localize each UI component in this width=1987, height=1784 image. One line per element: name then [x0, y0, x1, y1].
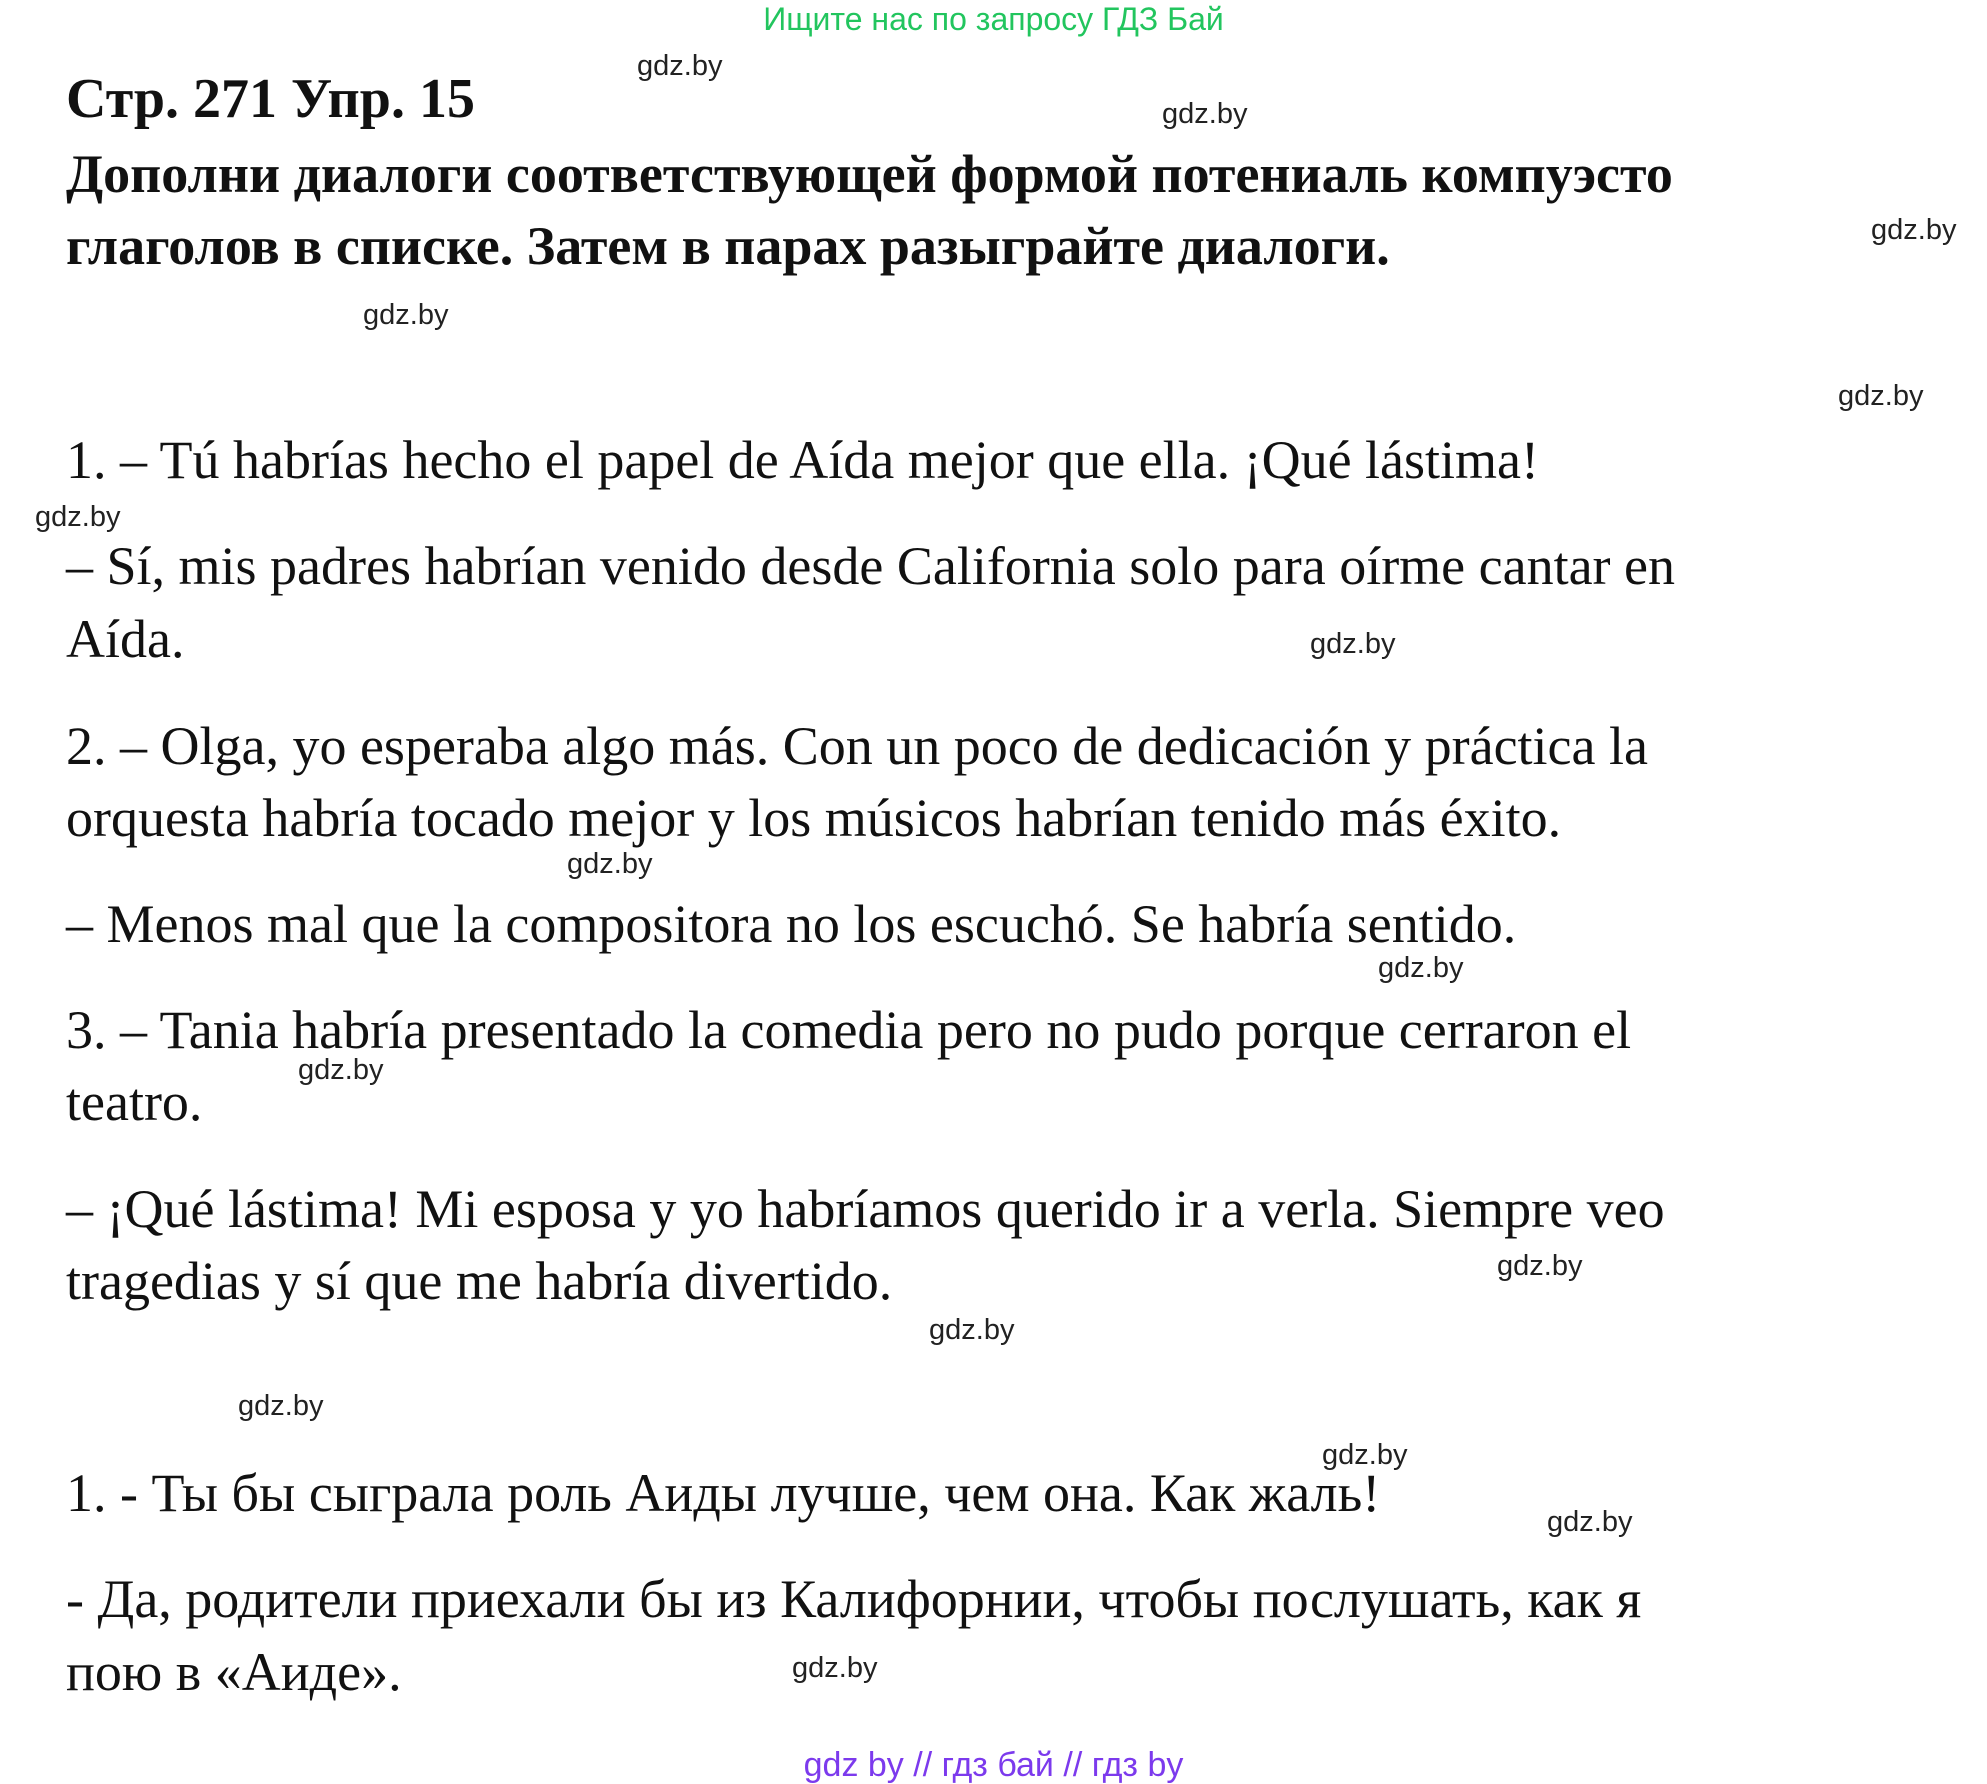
watermark: gdz.by	[792, 1652, 878, 1684]
watermark: gdz.by	[1497, 1250, 1583, 1282]
watermark: gdz.by	[567, 848, 653, 880]
search-hint-banner: Ищите нас по запросу ГДЗ Бай	[763, 1, 1224, 37]
dialogue-line: – Menos mal que la compositora no los escuchó. Se habría sentido.	[66, 894, 1517, 954]
exercise-instruction	[66, 138, 1866, 282]
watermark: gdz.by	[1322, 1439, 1408, 1471]
dialogue-line: – ¡Qué lástima! Mi esposa y yo habríamos querido ir a verla. Siempre veo	[66, 1179, 1665, 1239]
dialogue-line: 2. – Olga, yo esperaba algo más. Con un poco de dedicación y práctica la	[66, 716, 1648, 776]
dialogue-line: Aída.	[66, 609, 185, 669]
watermark: gdz.by	[1871, 214, 1957, 246]
dialogue-line: tragedias y sí que me habría divertido.	[66, 1251, 893, 1311]
watermark: gdz.by	[1310, 628, 1396, 660]
translation-line: 1. - Ты бы сыграла роль Аиды лучше, чем она. Как жаль!	[66, 1463, 1381, 1523]
dialogue-line: 1. – Tú habrías hecho el papel de Aída mejor que ella. ¡Qué lástima!	[66, 430, 1540, 490]
dialogue-line: teatro.	[66, 1072, 203, 1132]
translation-line: пою в «Аиде».	[66, 1642, 402, 1702]
dialogue-line: orquesta habría tocado mejor y los músicos habrían tenido más éxito.	[66, 788, 1562, 848]
watermark: gdz.by	[298, 1054, 384, 1086]
footer-watermark: gdz by // гдз бай // гдз by	[803, 1746, 1184, 1784]
dialogue-line: – Sí, mis padres habrían venido desde California solo para oírme cantar en	[66, 536, 1676, 596]
watermark: gdz.by	[35, 501, 121, 533]
watermark: gdz.by	[1162, 98, 1248, 130]
page-title: Стр. 271 Упр. 15	[66, 68, 475, 130]
watermark: gdz.by	[1378, 952, 1464, 984]
dialogue-line: 3. – Tania habría presentado la comedia pero no pudo porque cerraron el	[66, 1000, 1632, 1060]
watermark: gdz.by	[1838, 380, 1924, 412]
watermark: gdz.by	[1547, 1506, 1633, 1538]
instruction-line: Дополни диалоги соответствующей формой потениаль компуэсто	[66, 144, 1673, 204]
watermark: gdz.by	[929, 1314, 1015, 1346]
watermark: gdz.by	[637, 50, 723, 82]
watermark: gdz.by	[363, 299, 449, 331]
instruction-line: глаголов в списке. Затем в парах разыграйте диалоги.	[66, 216, 1390, 276]
watermark: gdz.by	[238, 1390, 324, 1422]
translation-line: - Да, родители приехали бы из Калифорнии, чтобы послушать, как я	[66, 1569, 1642, 1629]
